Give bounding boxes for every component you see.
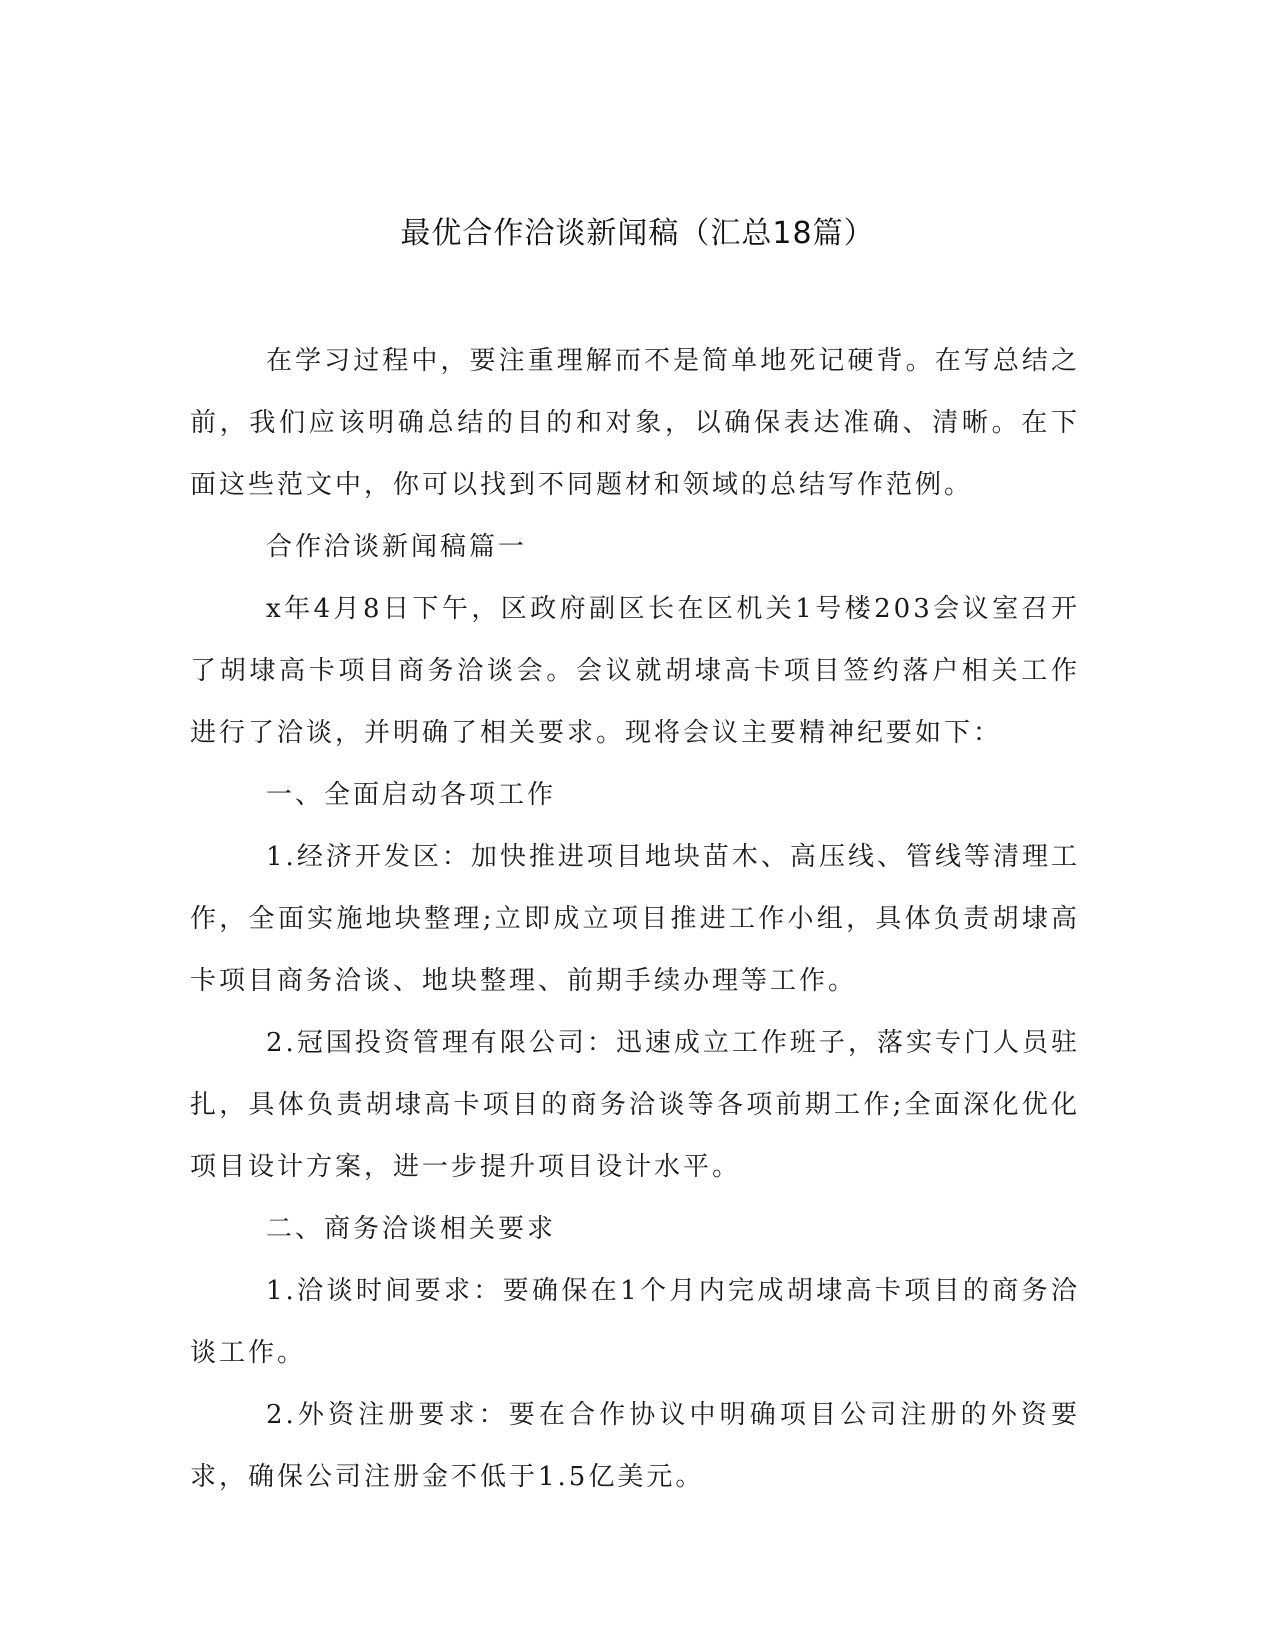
document-body [190,330,1080,1508]
body-paragraph: 1.洽谈时间要求：要确保在1个月内完成胡埭高卡项目的商务洽谈工作。 [190,1276,1080,1368]
subsection-heading: 二、商务洽谈相关要求 [266,1214,557,1244]
section-heading: 合作洽谈新闻稿篇一 [266,532,528,562]
body-paragraph: 1.经济开发区：加快推进项目地块苗木、高压线、管线等清理工作，全面实施地块整理;立即成立项目推进工作小组，具体负责胡埭高卡项目商务洽谈、地块整理、前期手续办理等工作。 [190,842,1080,996]
body-paragraph: 2.冠国投资管理有限公司：迅速成立工作班子，落实专门人员驻扎，具体负责胡埭高卡项目的商务洽谈等各项前期工作;全面深化优化项目设计方案，进一步提升项目设计水平。 [190,1028,1080,1182]
document-title: 最优合作洽谈新闻稿（汇总18篇） [400,216,875,251]
intro-paragraph: 在学习过程中，要注重理解而不是简单地死记硬背。在写总结之前，我们应该明确总结的目的和对象，以确保表达准确、清晰。在下面这些范文中，你可以找到不同题材和领域的总结写作范例。 [190,346,1080,500]
body-paragraph: x年4月8日下午，区政府副区长在区机关1号楼203会议室召开了胡埭高卡项目商务洽谈会。会议就胡埭高卡项目签约落户相关工作进行了洽谈，并明确了相关要求。现将会议主要精神纪要如下： [190,594,1080,748]
subsection-heading: 一、全面启动各项工作 [266,780,557,810]
body-paragraph: 2.外资注册要求：要在合作协议中明确项目公司注册的外资要求，确保公司注册金不低于1.5亿美元。 [190,1400,1080,1492]
